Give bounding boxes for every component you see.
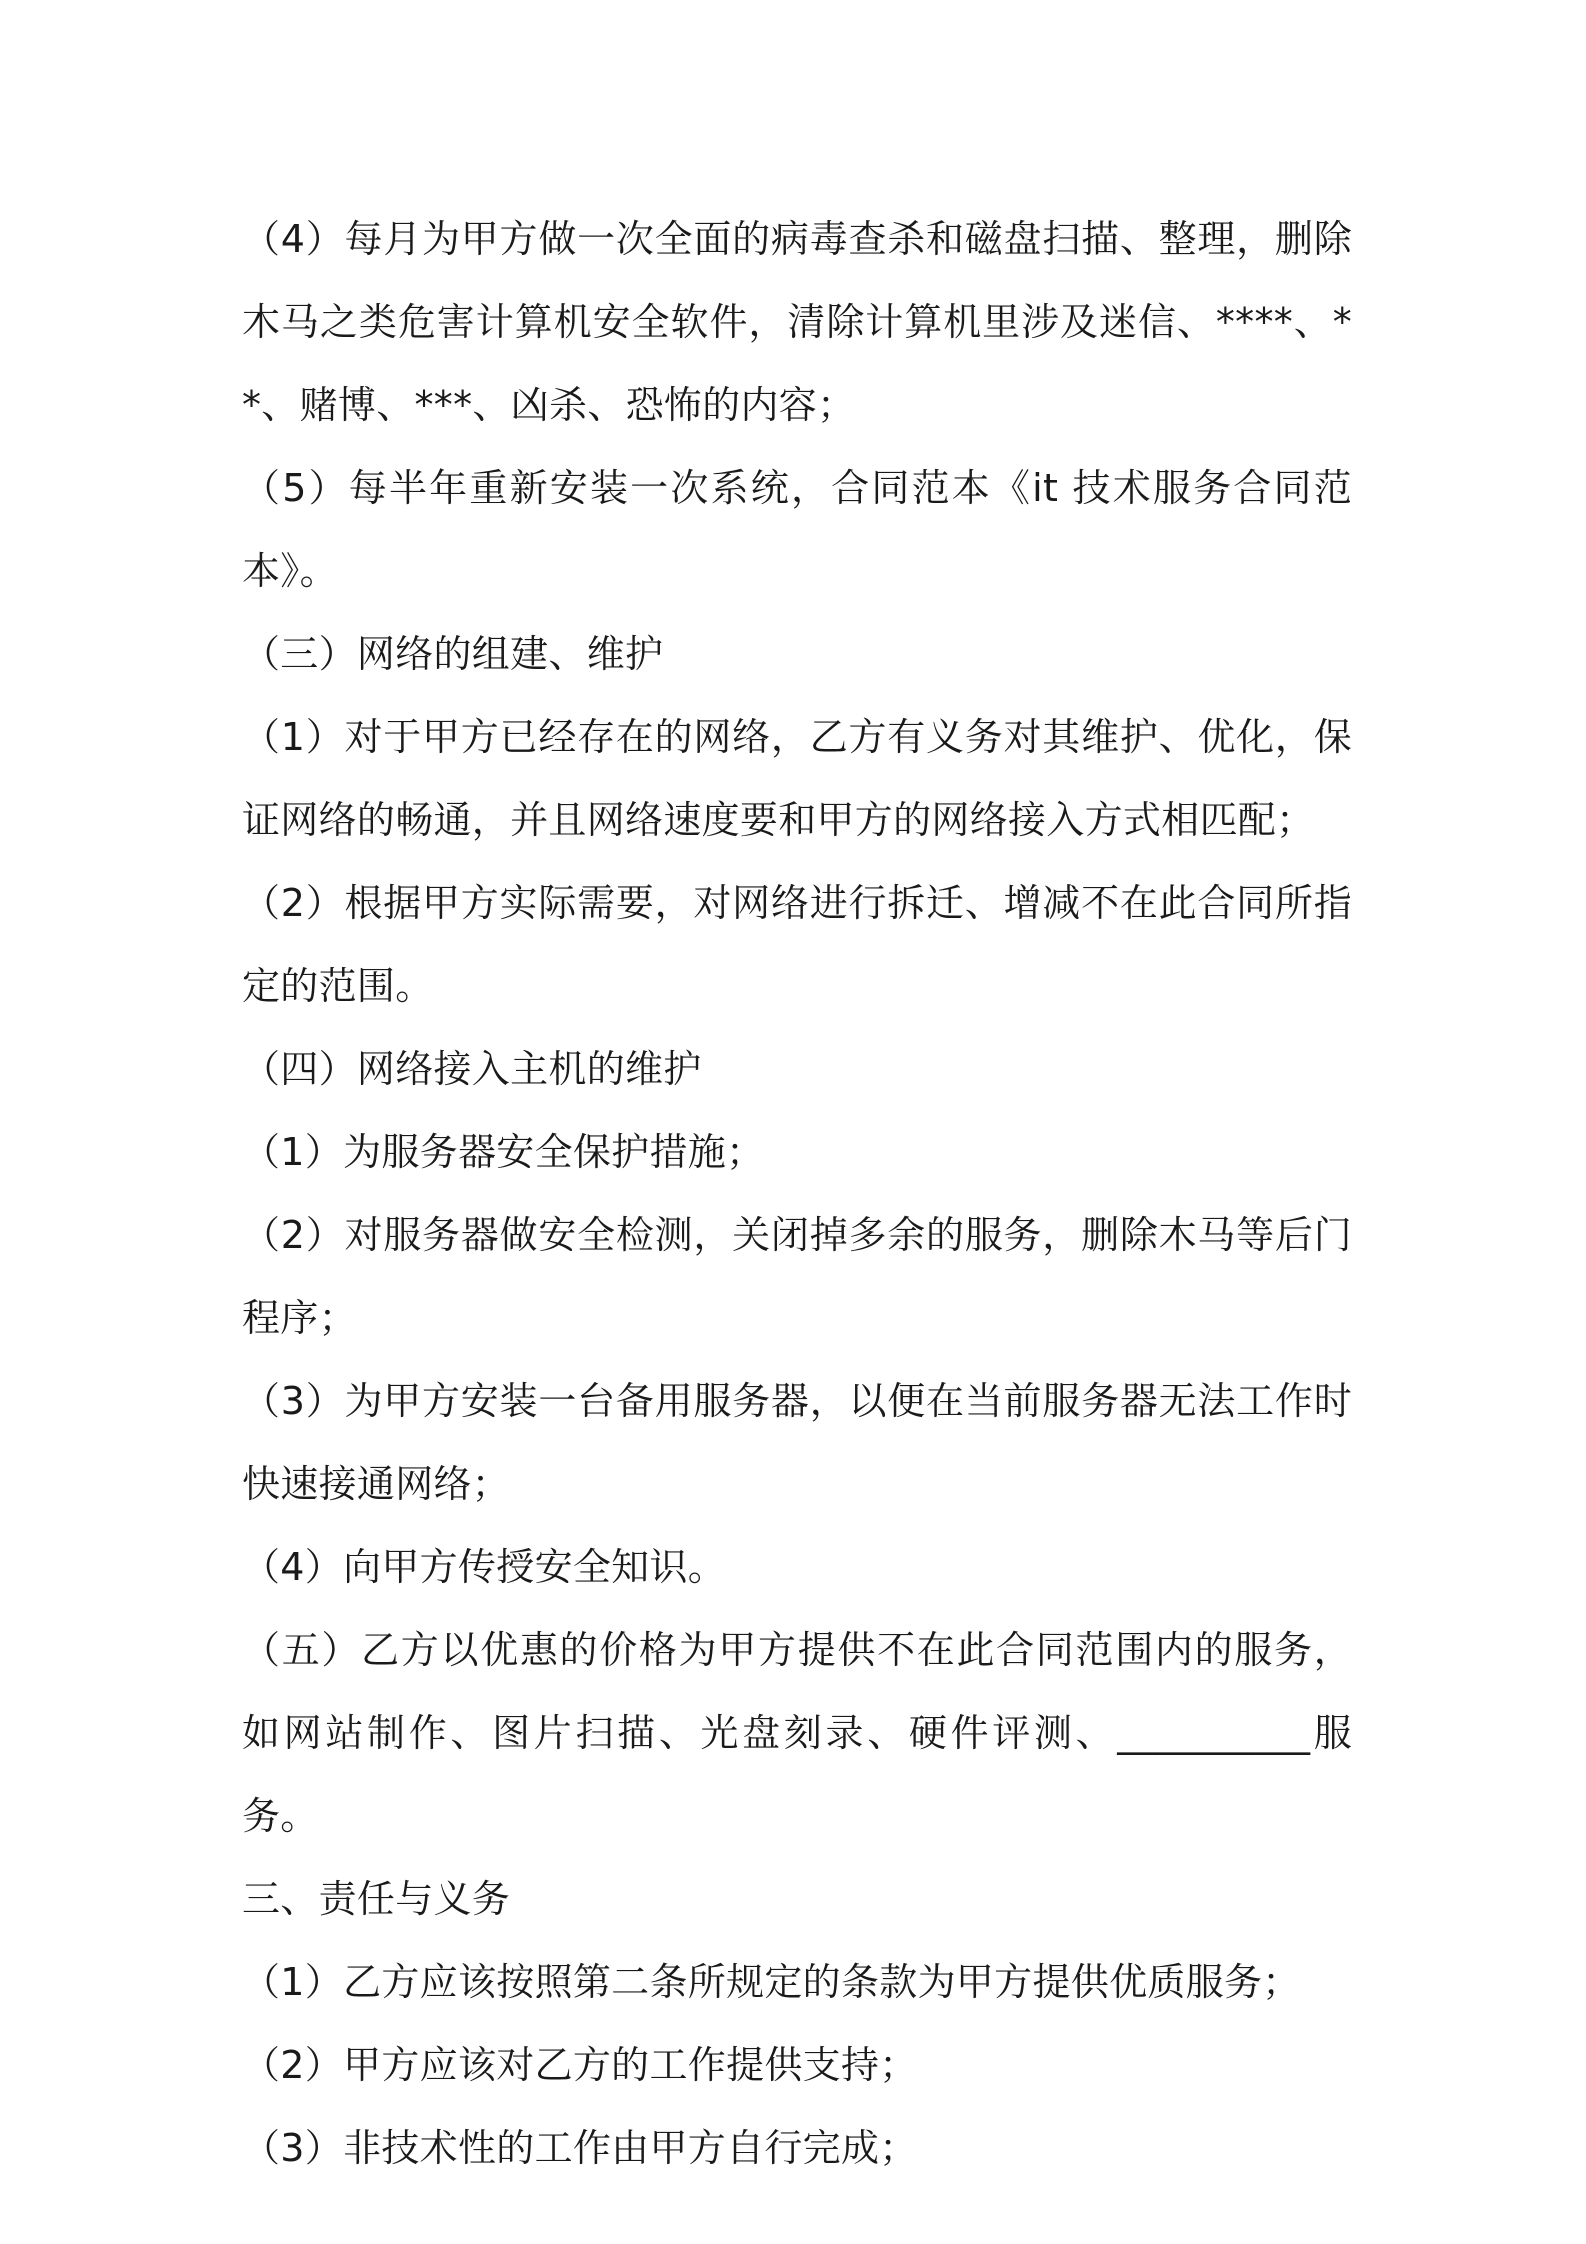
section-3-network-heading: （三）网络的组建、维护: [242, 632, 664, 676]
duty-3-non-technical: （3）非技术性的工作由甲方自行完成；: [242, 2126, 918, 2170]
clause-1-server-protect: （1）为服务器安全保护措施；: [242, 1130, 765, 1174]
clause-1-network-maintain: （1）对于甲方已经存在的网络，乙方有义务对其维护、优化，保证网络的畅通，并且网络速度要和甲方的网络接入方式相匹配；: [242, 715, 1352, 842]
clause-4-antivirus: （4）每月为甲方做一次全面的病毒查杀和磁盘扫描、整理，删除木马之类危害计算机安全软件，清除计算机里涉及迷信、****、**、赌博、***、凶杀、恐怖的内容；: [242, 217, 1352, 427]
clause-3-backup-server: （3）为甲方安装一台备用服务器，以便在当前服务器无法工作时快速接通网络；: [242, 1379, 1352, 1506]
chapter-3-heading: 三、责任与义务: [242, 1877, 511, 1921]
clause-2-network-relocate: （2）根据甲方实际需要，对网络进行拆迁、增减不在此合同所指定的范围。: [242, 881, 1352, 1008]
duty-1-party-b: （1）乙方应该按照第二条所规定的条款为甲方提供优质服务；: [242, 1960, 1301, 2004]
clause-2-server-check: （2）对服务器做安全检测，关闭掉多余的服务，删除木马等后门程序；: [242, 1213, 1352, 1340]
document-body: [242, 198, 1352, 2190]
section-4-host-heading: （四）网络接入主机的维护: [242, 1047, 702, 1091]
clause-4-security-knowledge: （4）向甲方传授安全知识。: [242, 1545, 727, 1589]
section-5-extra-services: （五）乙方以优惠的价格为甲方提供不在此合同范围内的服务，如网站制作、图片扫描、光盘刻录、硬件评测、__________服务。: [242, 1628, 1352, 1838]
clause-5-reinstall: （5）每半年重新安装一次系统，合同范本《it 技术服务合同范本》。: [242, 466, 1352, 593]
duty-2-party-a: （2）甲方应该对乙方的工作提供支持；: [242, 2043, 918, 2087]
